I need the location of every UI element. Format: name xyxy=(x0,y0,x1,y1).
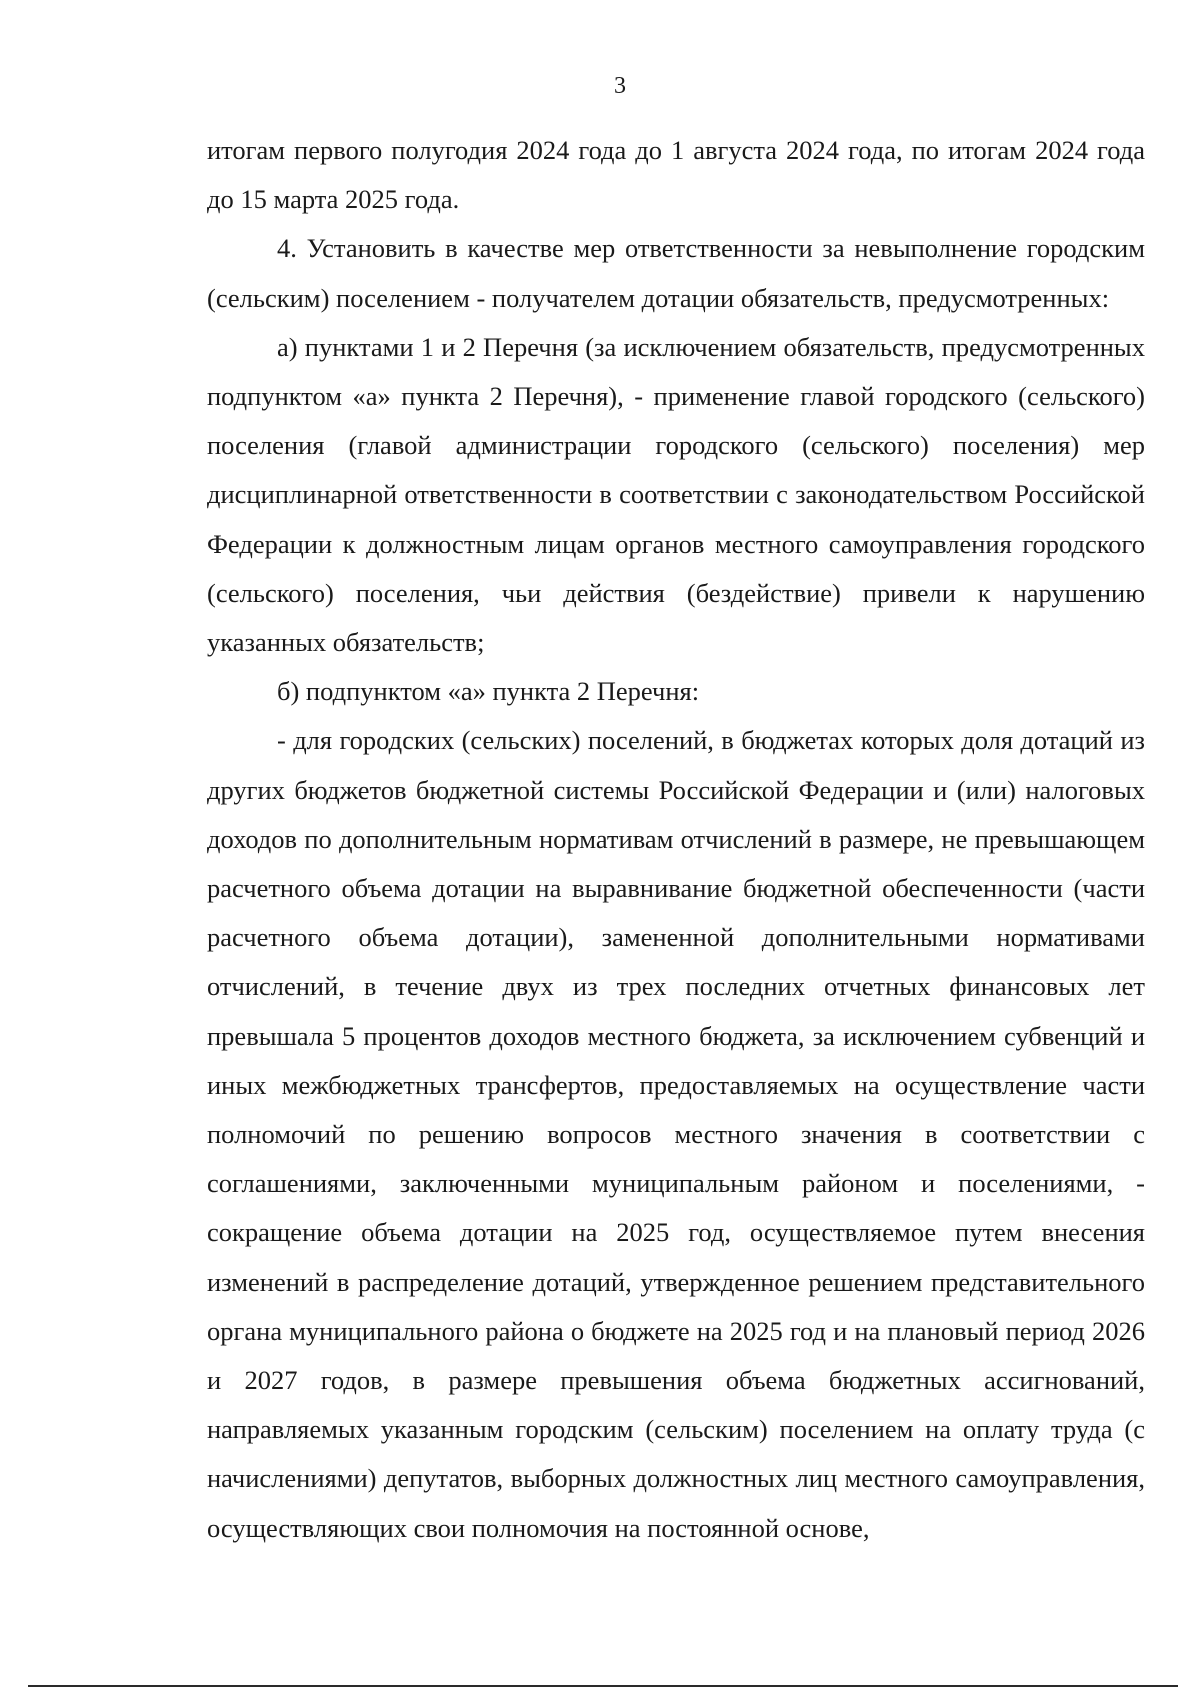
paragraph-continuation: итогам первого полугодия 2024 года до 1 августа 2024 года, по итогам 2024 года до 15 марта 2025 года. xyxy=(207,135,1145,215)
document-body xyxy=(207,126,1145,1553)
paragraph-dash-item: - для городских (сельских) поселений, в бюджетах которых доля дотаций из других бюджетов бюджетной системы Российской Федерации и (или) налоговых доходов по дополнительным нормативам отчислений в размере, не превышающем расчетного объема дотации на выравнивание бюджетной обеспеченности (части расчетного объема дотации), замененной дополнительными нормативами отчислений, в течение двух из трех последних отчетных финансовых лет превышала 5 процентов доходов местного бюджета, за исключением субвенций и иных межбюджетных трансфертов, предоставляемых на осуществление части полномочий по решению вопросов местного значения в соответствии с соглашениями, заключенными муниципальным районом и поселениями, - сокращение объема дотации на 2025 год, осуществляемое путем внесения изменений в распределение дотаций, утвержденное решением представительного органа муниципального района о бюджете на 2025 год и на плановый период 2026 и 2027 годов, в размере превышения объема бюджетных ассигнований, направляемых указанным городским (сельским) поселением на оплату труда (с начислениями) депутатов, выборных должностных лиц местного самоуправления, осуществляющих свои полномочия на постоянной основе, xyxy=(207,725,1145,1543)
paragraph-subitem-a: а) пунктами 1 и 2 Перечня (за исключением обязательств, предусмотренных подпунктом «а» пункта 2 Перечня), - применение главой городского (сельского) поселения (главой администрации городского (сельского) поселения) мер дисциплинарной ответственности в соответствии с законодательством Российской Федерации к должностным лицам органов местного самоуправления городского (сельского) поселения, чьи действия (бездействие) привели к нарушению указанных обязательств; xyxy=(207,331,1145,658)
page-bottom-edge xyxy=(28,1685,1178,1687)
paragraph-item-4: 4. Установить в качестве мер ответственности за невыполнение городским (сельским) поселением - получателем дотации обязательств, предусмотренных: xyxy=(207,233,1145,313)
page-number: 3 xyxy=(614,73,626,99)
paragraph-subitem-b: б) подпунктом «а» пункта 2 Перечня: xyxy=(277,676,700,707)
